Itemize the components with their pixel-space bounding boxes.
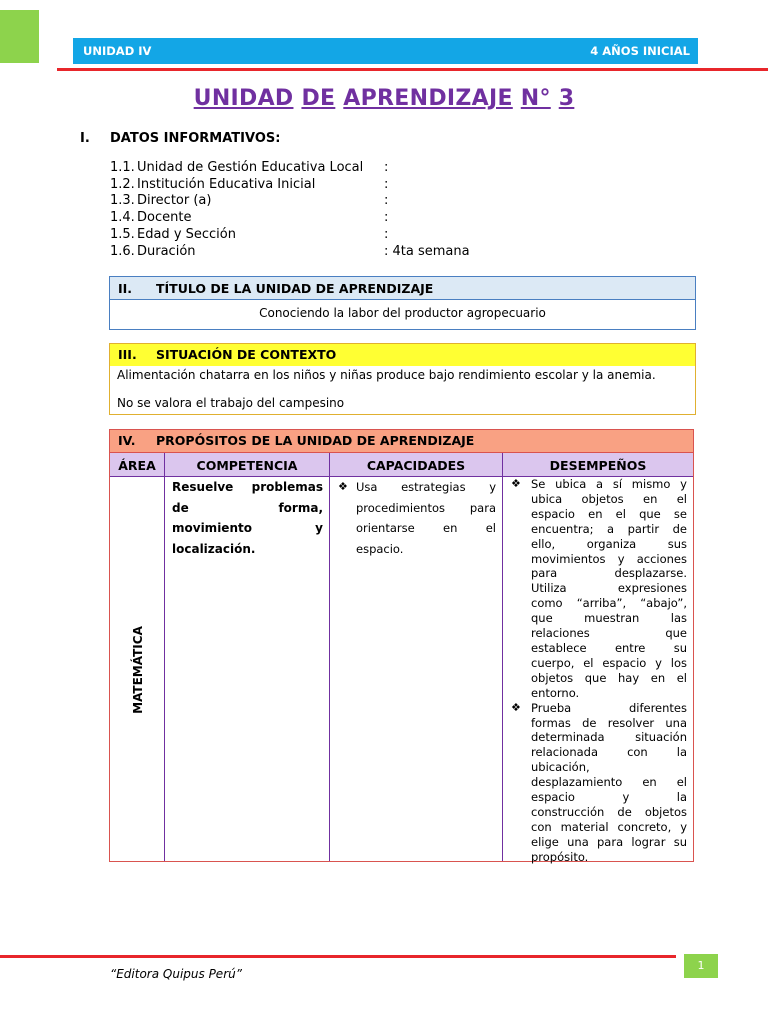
info-number: 1.4. — [110, 210, 135, 225]
info-label: Edad y Sección — [137, 227, 236, 242]
section-title: TÍTULO DE LA UNIDAD DE APRENDIZAJE — [156, 281, 434, 296]
bullet-icon: ❖ — [511, 701, 521, 714]
competencia-line: movimiento y — [172, 521, 323, 535]
competencia-cell — [165, 477, 330, 861]
section-datos-heading — [80, 131, 280, 146]
capacidades-cell — [330, 477, 503, 861]
desempeno-line: ubicación, — [531, 760, 590, 775]
desempeno-line: Prueba diferentes — [531, 700, 687, 715]
capacidades-line: orientarse en el — [356, 521, 496, 535]
section-contexto-box — [109, 343, 696, 415]
section-propositos-table — [109, 429, 694, 862]
section-titulo-header — [110, 277, 695, 300]
desempeno-line: ubica objetos en el — [531, 491, 687, 506]
info-label: Institución Educativa Inicial — [137, 177, 316, 192]
desempeno-line: desplazamiento en el — [531, 775, 687, 790]
desempeno-line: Utiliza expresiones — [531, 581, 687, 596]
desempeno-line: movimientos y acciones — [531, 551, 687, 566]
section-contexto-header — [110, 344, 695, 366]
info-value: : — [384, 177, 389, 192]
info-value: : 4ta semana — [384, 244, 470, 259]
desempenos-cell — [503, 477, 693, 864]
section-number: II. — [118, 281, 133, 296]
footer-divider — [0, 955, 676, 958]
desempeno-line: que muestran las — [531, 611, 687, 626]
desempeno-line: propósito. — [531, 849, 589, 864]
column-header-area: ÁREA — [110, 453, 165, 477]
context-line: No se valora el trabajo del campesino — [117, 396, 345, 410]
info-label: Unidad de Gestión Educativa Local — [137, 160, 364, 175]
desempeno-line: encuentra; a partir de — [531, 521, 687, 536]
info-label: Docente — [137, 210, 192, 225]
info-value: : — [384, 227, 389, 242]
context-line: Alimentación chatarra en los niños y niñas produce bajo rendimiento escolar y la anemia. — [117, 368, 656, 382]
section-title: SITUACIÓN DE CONTEXTO — [156, 347, 337, 362]
section-number: IV. — [118, 433, 136, 448]
header-bar — [73, 38, 698, 64]
section-number: III. — [118, 347, 137, 362]
title-word: APRENDIZAJE — [343, 86, 513, 111]
header-green-tab — [0, 10, 39, 63]
capacidades-line: espacio. — [356, 541, 404, 556]
info-number: 1.3. — [110, 193, 135, 208]
title-word: 3 — [558, 86, 575, 111]
unit-title: Conociendo la labor del productor agropecuario — [259, 306, 546, 320]
area-label: MATEMÁTICA — [131, 626, 145, 714]
bullet-icon: ❖ — [338, 480, 348, 493]
info-value: : — [384, 193, 389, 208]
desempeno-line: entorno. — [531, 685, 580, 700]
header-unit: UNIDAD IV — [83, 44, 152, 58]
desempeno-line: formas de resolver una — [531, 715, 687, 730]
capacidades-line: procedimientos para — [356, 500, 496, 515]
section-title: DATOS INFORMATIVOS: — [110, 131, 281, 146]
desempeno-line: elige una para lograr su — [531, 834, 687, 849]
desempeno-line: como “arriba”, “abajo”, — [531, 596, 687, 611]
desempeno-line: espacio en el que se — [531, 506, 687, 521]
title-word: N° — [520, 86, 551, 111]
header-divider — [57, 68, 768, 71]
section-titulo-box — [109, 276, 696, 330]
column-header-competencia: COMPETENCIA — [165, 453, 330, 477]
page-number: 1 — [684, 954, 718, 978]
desempeno-line: relacionada con la — [531, 745, 687, 760]
column-header-capacidades: CAPACIDADES — [330, 453, 503, 477]
info-label: Director (a) — [137, 193, 212, 208]
desempeno-line: determinada situación — [531, 730, 687, 745]
competencia-line: Resuelve problemas — [172, 480, 323, 494]
header-level: 4 AÑOS INICIAL — [590, 44, 690, 58]
desempeno-line: Se ubica a sí mismo y — [531, 477, 687, 491]
desempeno-line: para desplazarse. — [531, 566, 687, 581]
desempeno-line: con material concreto, y — [531, 819, 687, 834]
bullet-icon: ❖ — [511, 477, 521, 490]
page-title — [0, 86, 768, 111]
desempeno-line: construcción de objetos — [531, 804, 687, 819]
desempeno-line: relaciones que — [531, 626, 687, 641]
desempeno-line: ello, organiza sus — [531, 536, 687, 551]
section-number: I. — [80, 131, 90, 146]
info-number: 1.1. — [110, 160, 135, 175]
competencia-line: de forma, — [172, 500, 323, 515]
desempeno-line: espacio y la — [531, 790, 687, 805]
title-word: UNIDAD — [193, 86, 294, 111]
section-title: PROPÓSITOS DE LA UNIDAD DE APRENDIZAJE — [156, 433, 475, 448]
area-cell — [110, 477, 165, 861]
desempeno-line: objetos que hay en el — [531, 670, 687, 685]
footer-publisher: “Editora Quipus Perú” — [110, 967, 242, 981]
title-word: DE — [301, 86, 336, 111]
desempeno-line: establece entre su — [531, 640, 687, 655]
column-header-desempenos: DESEMPEÑOS — [503, 453, 693, 477]
info-number: 1.5. — [110, 227, 135, 242]
info-value: : — [384, 160, 389, 175]
info-number: 1.2. — [110, 177, 135, 192]
capacidades-line: Usa estrategias y — [356, 480, 496, 494]
info-number: 1.6. — [110, 244, 135, 259]
competencia-line: localización. — [172, 541, 256, 556]
info-label: Duración — [137, 244, 196, 259]
section-propositos-header — [110, 430, 693, 453]
info-value: : — [384, 210, 389, 225]
desempeno-line: cuerpo, el espacio y los — [531, 655, 687, 670]
